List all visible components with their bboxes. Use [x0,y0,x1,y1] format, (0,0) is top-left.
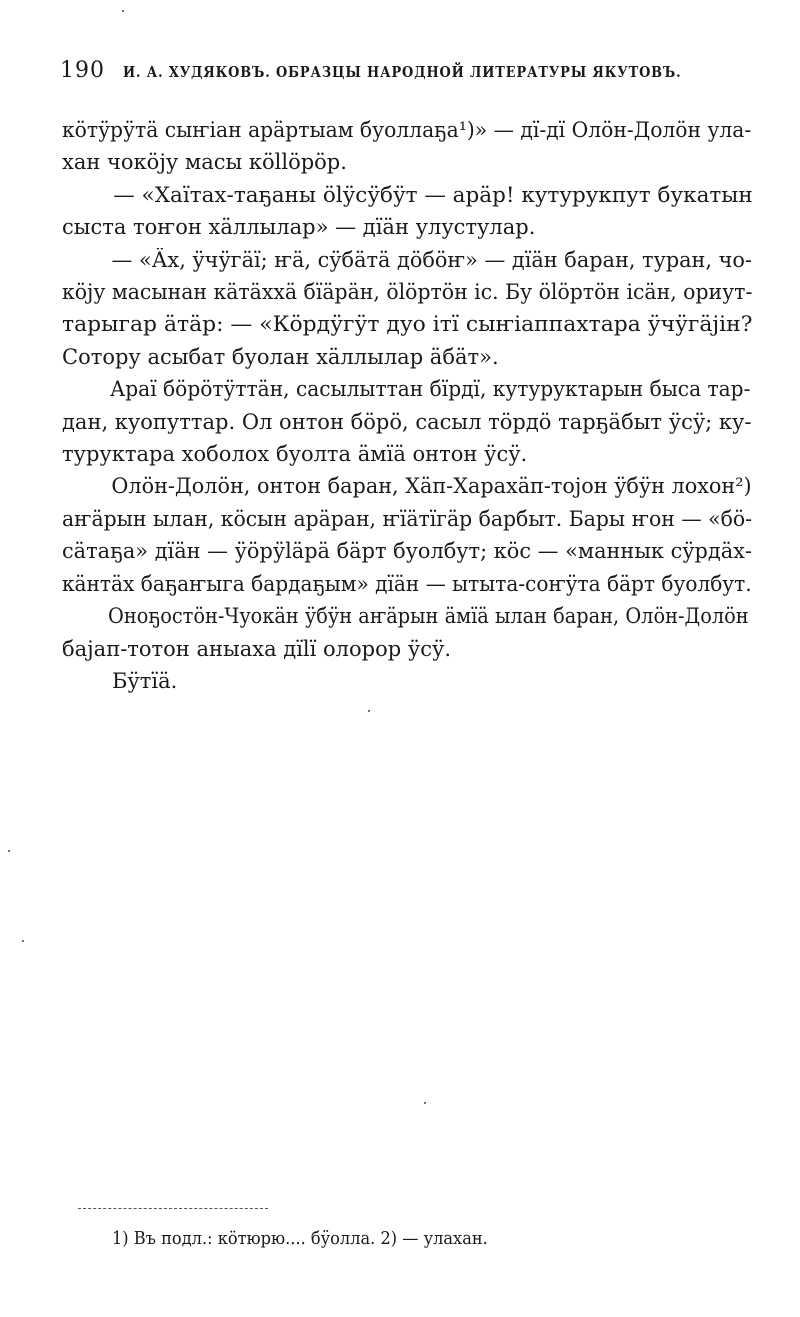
footnote-divider [78,1208,268,1209]
text-line: бајап-тотон аныаха дїlї олорор ӱсӱ. [62,636,452,661]
text-line: сӓтаҕа» дїӓн — ӱӧрӱlӓрӓ бӓрт буолбут; кӧс — «маннык сӱрдӓх- [62,539,752,564]
text-line: туруктара хоболох буолта ӓмїӓ онтон ӱсӱ. [62,442,528,467]
text-line: Оноҕостӧн-Чуокӓн ӱбӱн аҥӓрын ӓмїӓ ылан баран, Олӧн-Долӧн [108,604,749,629]
print-speck [368,710,370,712]
text-line: хан чокӧју масы кӧllӧрӧр. [62,150,347,175]
page-number: 190 [60,58,105,83]
print-speck [424,1102,426,1104]
text-line: кӧтӱрӱтӓ сыҥіан арӓртыам буоллаҕа¹)» — дї-дї Олӧн-Долӧн ула- [62,118,752,142]
text-line: Бӱтїӓ. [112,668,178,693]
running-head: И. А. ХУДЯКОВЪ. ОБРАЗЦЫ НАРОДНОЙ ЛИТЕРАТУРЫ ЯКУТОВЪ. [123,63,682,81]
print-speck [8,850,10,852]
text-line: сыста тоҥон хӓллылар» — дїӓн улустулар. [62,215,536,240]
print-speck [122,10,124,12]
text-line: кӧју масынан кӓтӓххӓ бїӓрӓн, ӧlӧртӧн іс. Бу ӧlӧртӧн ісӓн, ориут- [62,280,753,305]
footnote: 1) Въ подл.: кӧтюрю.... бӱолла. 2) — улахан. [112,1228,488,1249]
text-line: Олӧн-Долӧн, онтон баран, Хӓп-Харахӓп-тојон ӱбӱн лохон²) [111,474,752,499]
print-speck [22,940,24,942]
text-line: — «Хаїтах-таҕаны ӧlӱсӱбӱт — арӓр! кутурукпут букатын [113,182,753,207]
text-line: дан, куопуттар. Ол онтон бӧрӧ, сасыл тӧрдӧ тарҕӓбыт ӱсӱ; ку- [62,409,752,434]
text-line: — «Ӓх, ӱчӱгӓї; ҥӓ, сӱбӓтӓ дӧбӧҥ» — дїӓн баран, туран, чо- [111,247,752,272]
text-line: кӓнтӓх баҕаҥыга бардаҕым» дїӓн — ытыта-соҥӱта бӓрт буолбут. [62,571,752,596]
text-line: аҥӓрын ылан, кӧсын арӓран, ҥїӓтїгӓр барбыт. Бары ҥон — «бӧ- [62,506,752,531]
text-line: Сотору асыбат буолан хӓллылар ӓбӓт». [62,344,499,369]
page-header [60,58,760,83]
text-line: тарыгар ӓтӓр: — «Кӧрдӱгӱт дуо ітї сыҥіаппахтара ӱчӱгӓјін? [62,312,753,337]
body-text [62,114,752,697]
text-line: Араї бӧрӧтӱттӓн, сасылыттан бїрдї, кутуруктарын быса тар- [110,377,751,402]
